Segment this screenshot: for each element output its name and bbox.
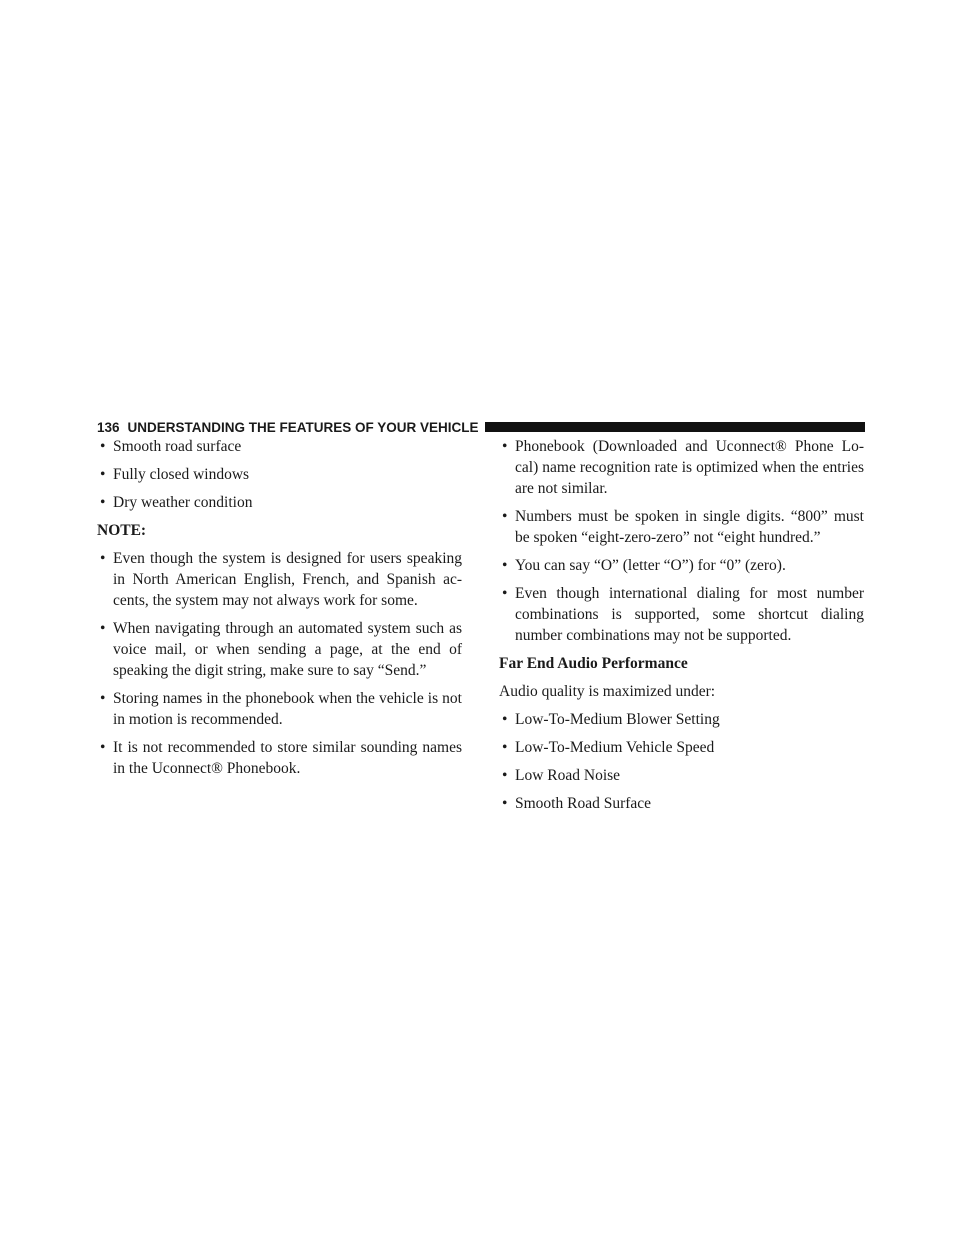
conditions-list [97, 436, 462, 513]
list-item: • When navigating through an automated system such as voice mail, or when sending a page, at the end of speaking the digit string, make sure to say “Send.” [100, 620, 462, 679]
note-list [97, 548, 462, 779]
section-title: UNDERSTANDING THE FEATURES OF YOUR VEHICLE [127, 419, 479, 435]
list-item: • Even though international dialing for most number combinations is supported, some shortcut dialing number combinations may not be supported. [502, 585, 864, 644]
page-number: 136 [97, 419, 120, 435]
list-item: • Low Road Noise [502, 767, 621, 784]
header-rule [485, 422, 865, 432]
right-column [499, 436, 864, 821]
bullet-icon: • [100, 690, 106, 707]
bullet-icon: • [502, 739, 508, 756]
bullet-icon: • [100, 550, 106, 567]
note-label: NOTE: [97, 522, 147, 539]
subsection-heading: Far End Audio Performance [499, 655, 688, 672]
bullet-icon: • [502, 557, 508, 574]
list-item: • Even though the system is designed for users speaking in North American English, French, and Spanish ac- cents, the system may not always work for some. [100, 550, 462, 609]
bullet-icon: • [502, 767, 508, 784]
list-item: • Dry weather condition [100, 494, 253, 511]
list-item: • Low-To-Medium Vehicle Speed [502, 739, 715, 756]
list-item: • Smooth Road Surface [502, 795, 652, 812]
audio-conditions-list [499, 709, 864, 814]
list-item: • Numbers must be spoken in single digits. “800” must be spoken “eight-zero-zero” not “eight hundred.” [502, 508, 864, 546]
bullet-icon: • [100, 494, 106, 511]
bullet-icon: • [502, 585, 508, 602]
bullet-icon: • [502, 438, 508, 455]
bullet-icon: • [100, 620, 106, 637]
bullet-icon: • [100, 438, 106, 455]
list-item: • Fully closed windows [100, 466, 250, 483]
bullet-icon: • [100, 739, 106, 756]
list-item: • Phonebook (Downloaded and Uconnect® Phone Lo- cal) name recognition rate is optimized when the entries are not similar. [502, 438, 864, 497]
bullet-icon: • [100, 466, 106, 483]
tips-list [499, 436, 864, 646]
page-header [97, 418, 865, 436]
left-column [97, 436, 462, 786]
bullet-icon: • [502, 795, 508, 812]
bullet-icon: • [502, 711, 508, 728]
list-item: • Low-To-Medium Blower Setting [502, 711, 720, 728]
intro-text: Audio quality is maximized under: [499, 683, 716, 700]
list-item: • Smooth road surface [100, 438, 242, 455]
list-item: • You can say “O” (letter “O”) for “0” (zero). [502, 557, 786, 574]
list-item: • It is not recommended to store similar sounding names in the Uconnect® Phonebook. [100, 739, 462, 777]
bullet-icon: • [502, 508, 508, 525]
list-item: • Storing names in the phonebook when the vehicle is not in motion is recommended. [100, 690, 462, 728]
